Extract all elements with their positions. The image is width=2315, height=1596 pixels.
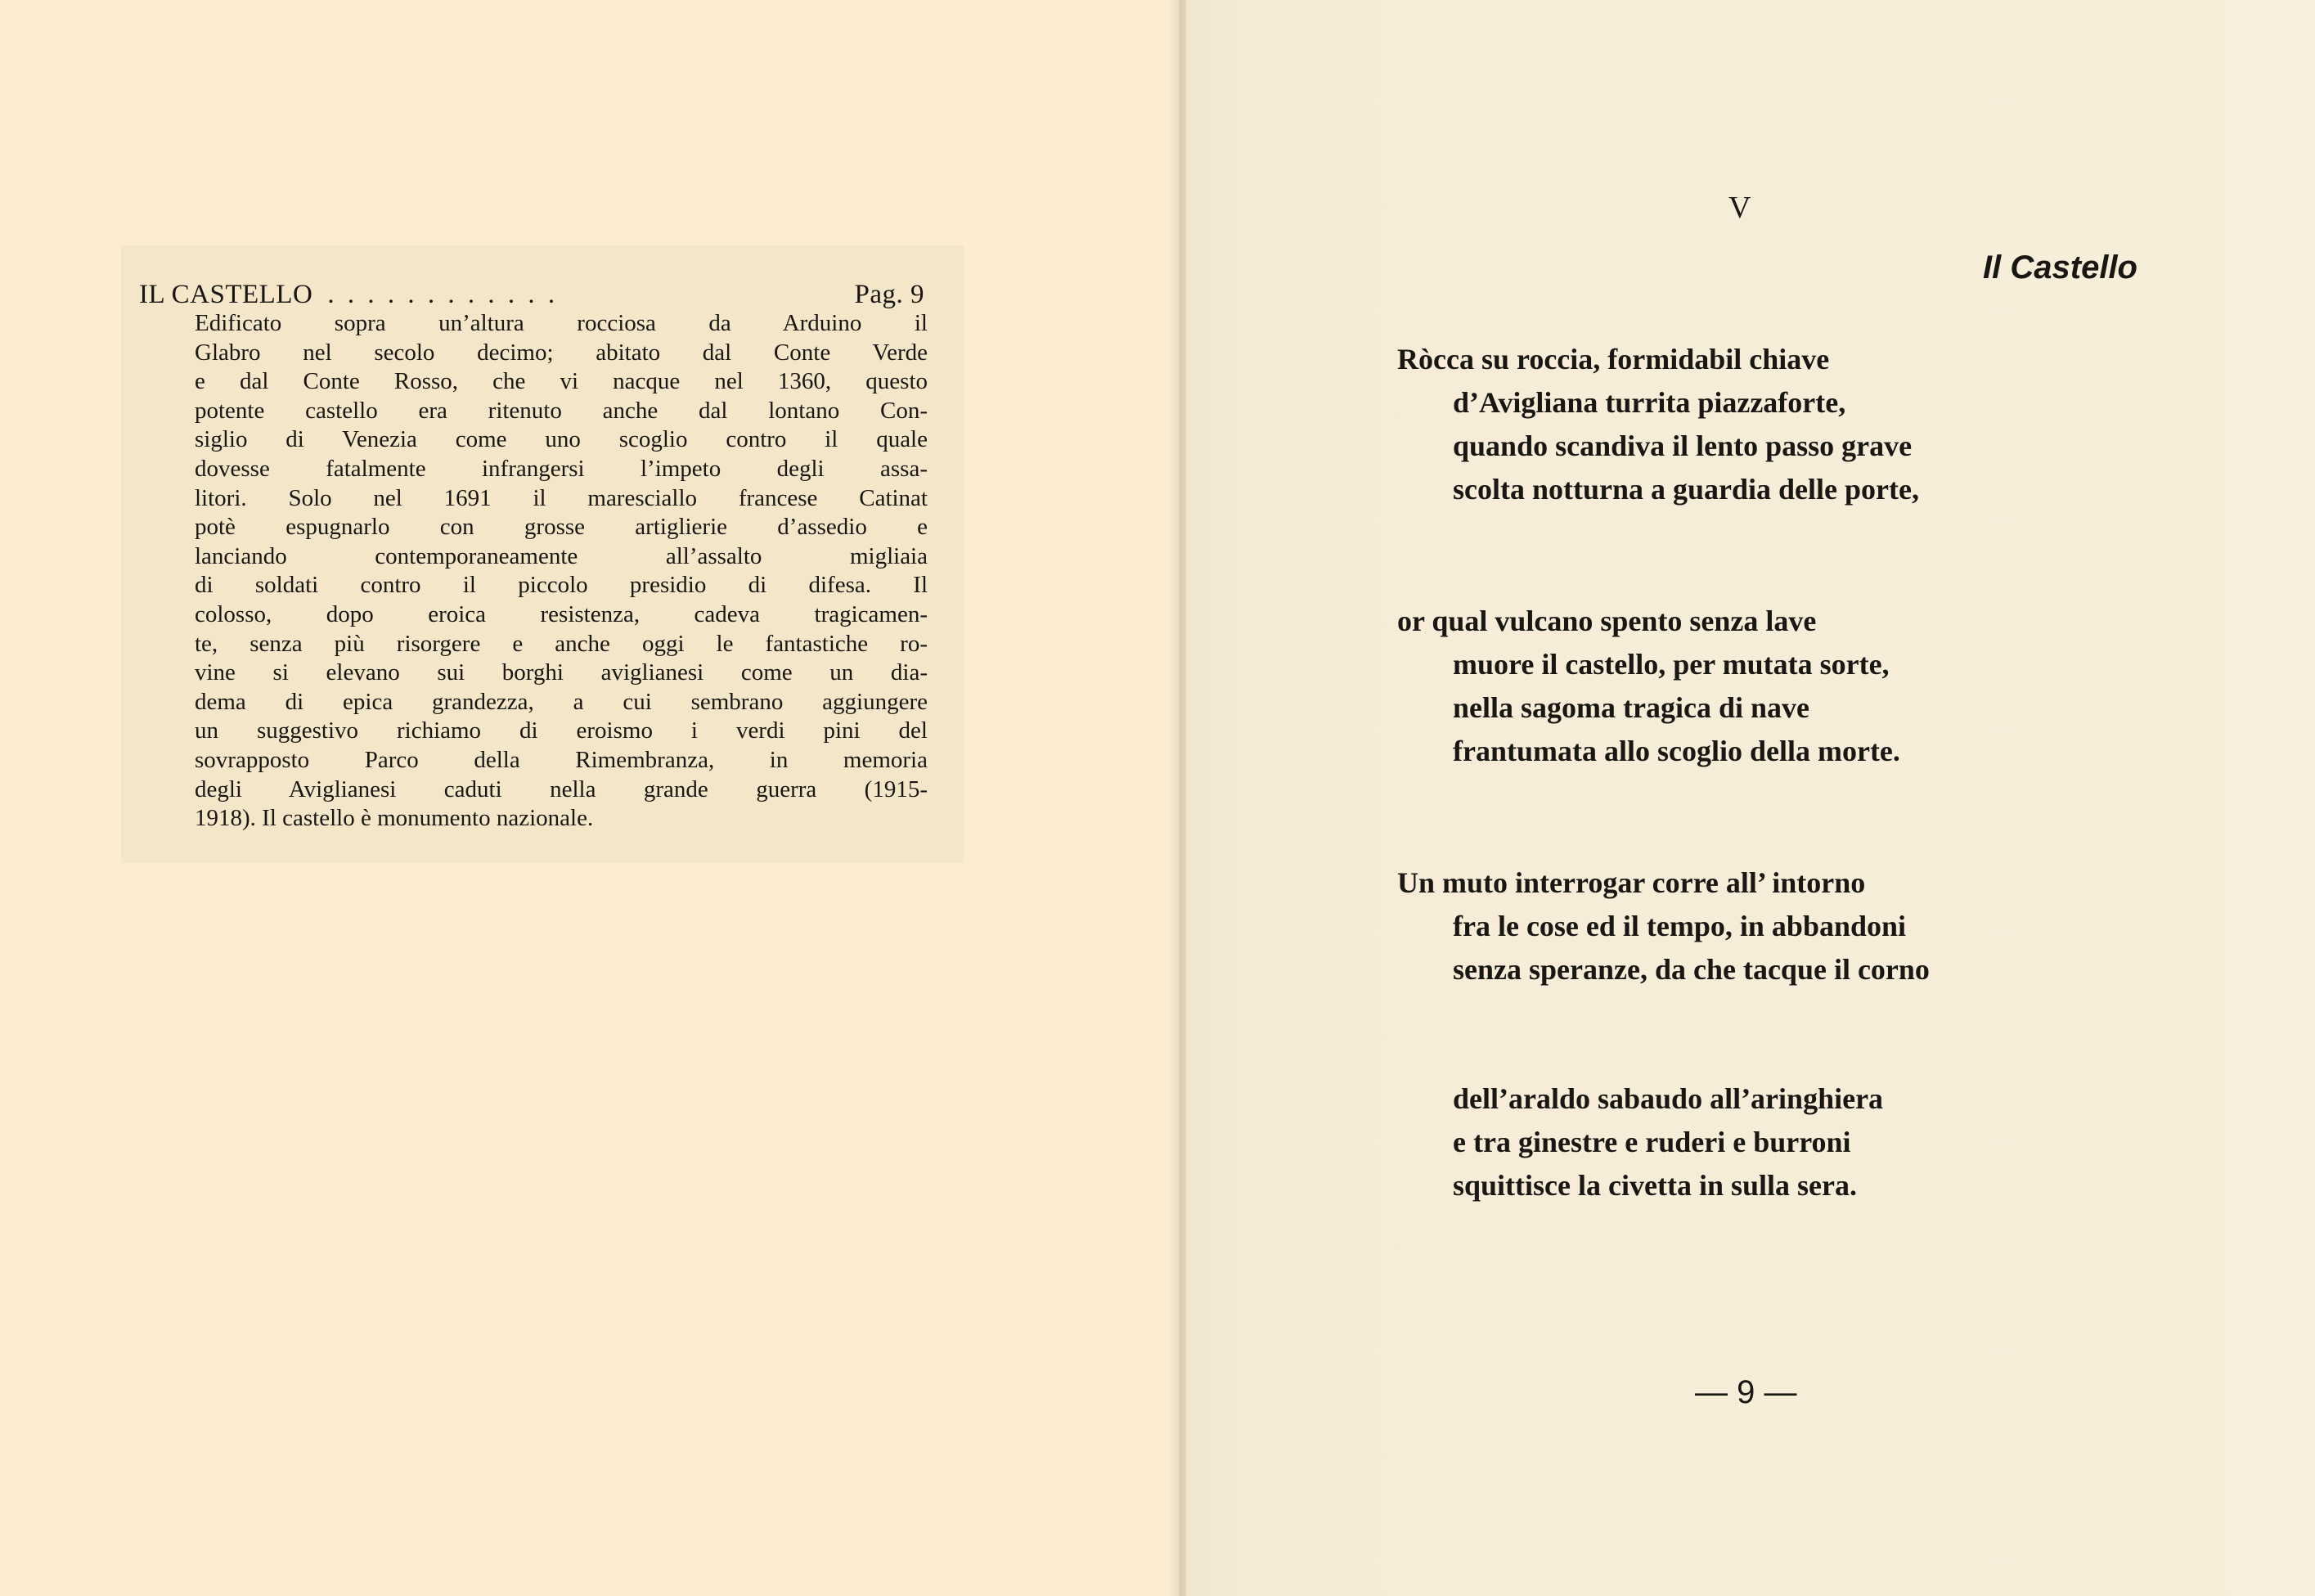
text-line: un suggestivo richiamo di eroismo i verdi pini del xyxy=(195,717,928,744)
verse-line: quando scandiva il lento passo grave xyxy=(1453,429,1913,462)
page-reference: Pag. 9 xyxy=(854,280,924,309)
verse-line: senza speranze, da che tacque il corno xyxy=(1453,953,1930,986)
text-line: dema di epica grandezza, a cui sembrano aggiungere xyxy=(195,688,928,715)
verse-line: squittisce la civetta in sulla sera. xyxy=(1453,1169,1857,1202)
verse-line: Ròcca su roccia, formidabil chiave xyxy=(1397,343,1830,375)
clipping-title: IL CASTELLO xyxy=(139,280,313,309)
stanza-4 xyxy=(1397,1077,2117,1207)
stanza-1 xyxy=(1397,338,2117,511)
text-line: siglio di Venezia come uno scoglio contro il quale xyxy=(195,426,928,453)
clipping-text xyxy=(195,309,928,834)
verse-line: scolta notturna a guardia delle porte, xyxy=(1453,473,1919,506)
right-page xyxy=(1186,0,2315,1596)
verse-line: fra le cose ed il tempo, in abbandoni xyxy=(1453,910,1907,942)
text-line: vine si elevano sui borghi aviglianesi come un dia- xyxy=(195,659,928,686)
verse-line: dell’araldo sabaudo all’aringhiera xyxy=(1453,1082,1884,1115)
text-line: potente castello era ritenuto anche dal lontano Con- xyxy=(195,397,928,424)
text-line: colosso, dopo eroica resistenza, cadeva tragicamen- xyxy=(195,600,928,627)
text-line: Glabro nel secolo decimo; abitato dal Conte Verde xyxy=(195,339,928,366)
verse-line: nella sagoma tragica di nave xyxy=(1453,691,1809,724)
stanza-2 xyxy=(1397,600,2117,773)
text-line: sovrapposto Parco della Rimembranza, in memoria xyxy=(195,746,928,773)
verse-line: or qual vulcano spento senza lave xyxy=(1397,605,1817,637)
page-number: — 9 — xyxy=(1695,1374,1797,1410)
verse-line: Un muto interrogar corre all’ intorno xyxy=(1397,866,1866,899)
text-line: te, senza più risorgere e anche oggi le fantastiche ro- xyxy=(195,630,928,657)
text-line: degli Aviglianesi caduti nella grande guerra (1915- xyxy=(195,776,928,802)
text-line: Edificato sopra un’altura rocciosa da Arduino il xyxy=(195,310,928,336)
leader-dots: . . . . . . . . . . . . xyxy=(327,280,559,309)
verse-line: muore il castello, per mutata sorte, xyxy=(1453,648,1890,681)
text-line: 1918). Il castello è monumento nazionale. xyxy=(195,805,594,832)
stanza-3 xyxy=(1397,861,2117,991)
section-numeral: V xyxy=(1728,191,1751,225)
verse-line: frantumata allo scoglio della morte. xyxy=(1453,735,1900,767)
text-line: lanciando contemporaneamente all’assalto migliaia xyxy=(195,542,928,569)
pasted-clipping xyxy=(121,245,964,863)
verse-line: d’Avigliana turrita piazzaforte, xyxy=(1453,386,1846,419)
text-line: di soldati contro il piccolo presidio di difesa. Il xyxy=(195,572,928,599)
poem-title: Il Castello xyxy=(1983,250,2137,285)
text-line: dovesse fatalmente infrangersi l’impeto degli assa- xyxy=(195,455,928,482)
text-line: potè espugnarlo con grosse artiglierie d’assedio e xyxy=(195,514,928,541)
verse-line: e tra ginestre e ruderi e burroni xyxy=(1453,1126,1851,1158)
text-line: e dal Conte Rosso, che vi nacque nel 1360, questo xyxy=(195,368,928,395)
clipping-heading xyxy=(139,280,924,309)
text-line: litori. Solo nel 1691 il maresciallo francese Catinat xyxy=(195,484,928,511)
